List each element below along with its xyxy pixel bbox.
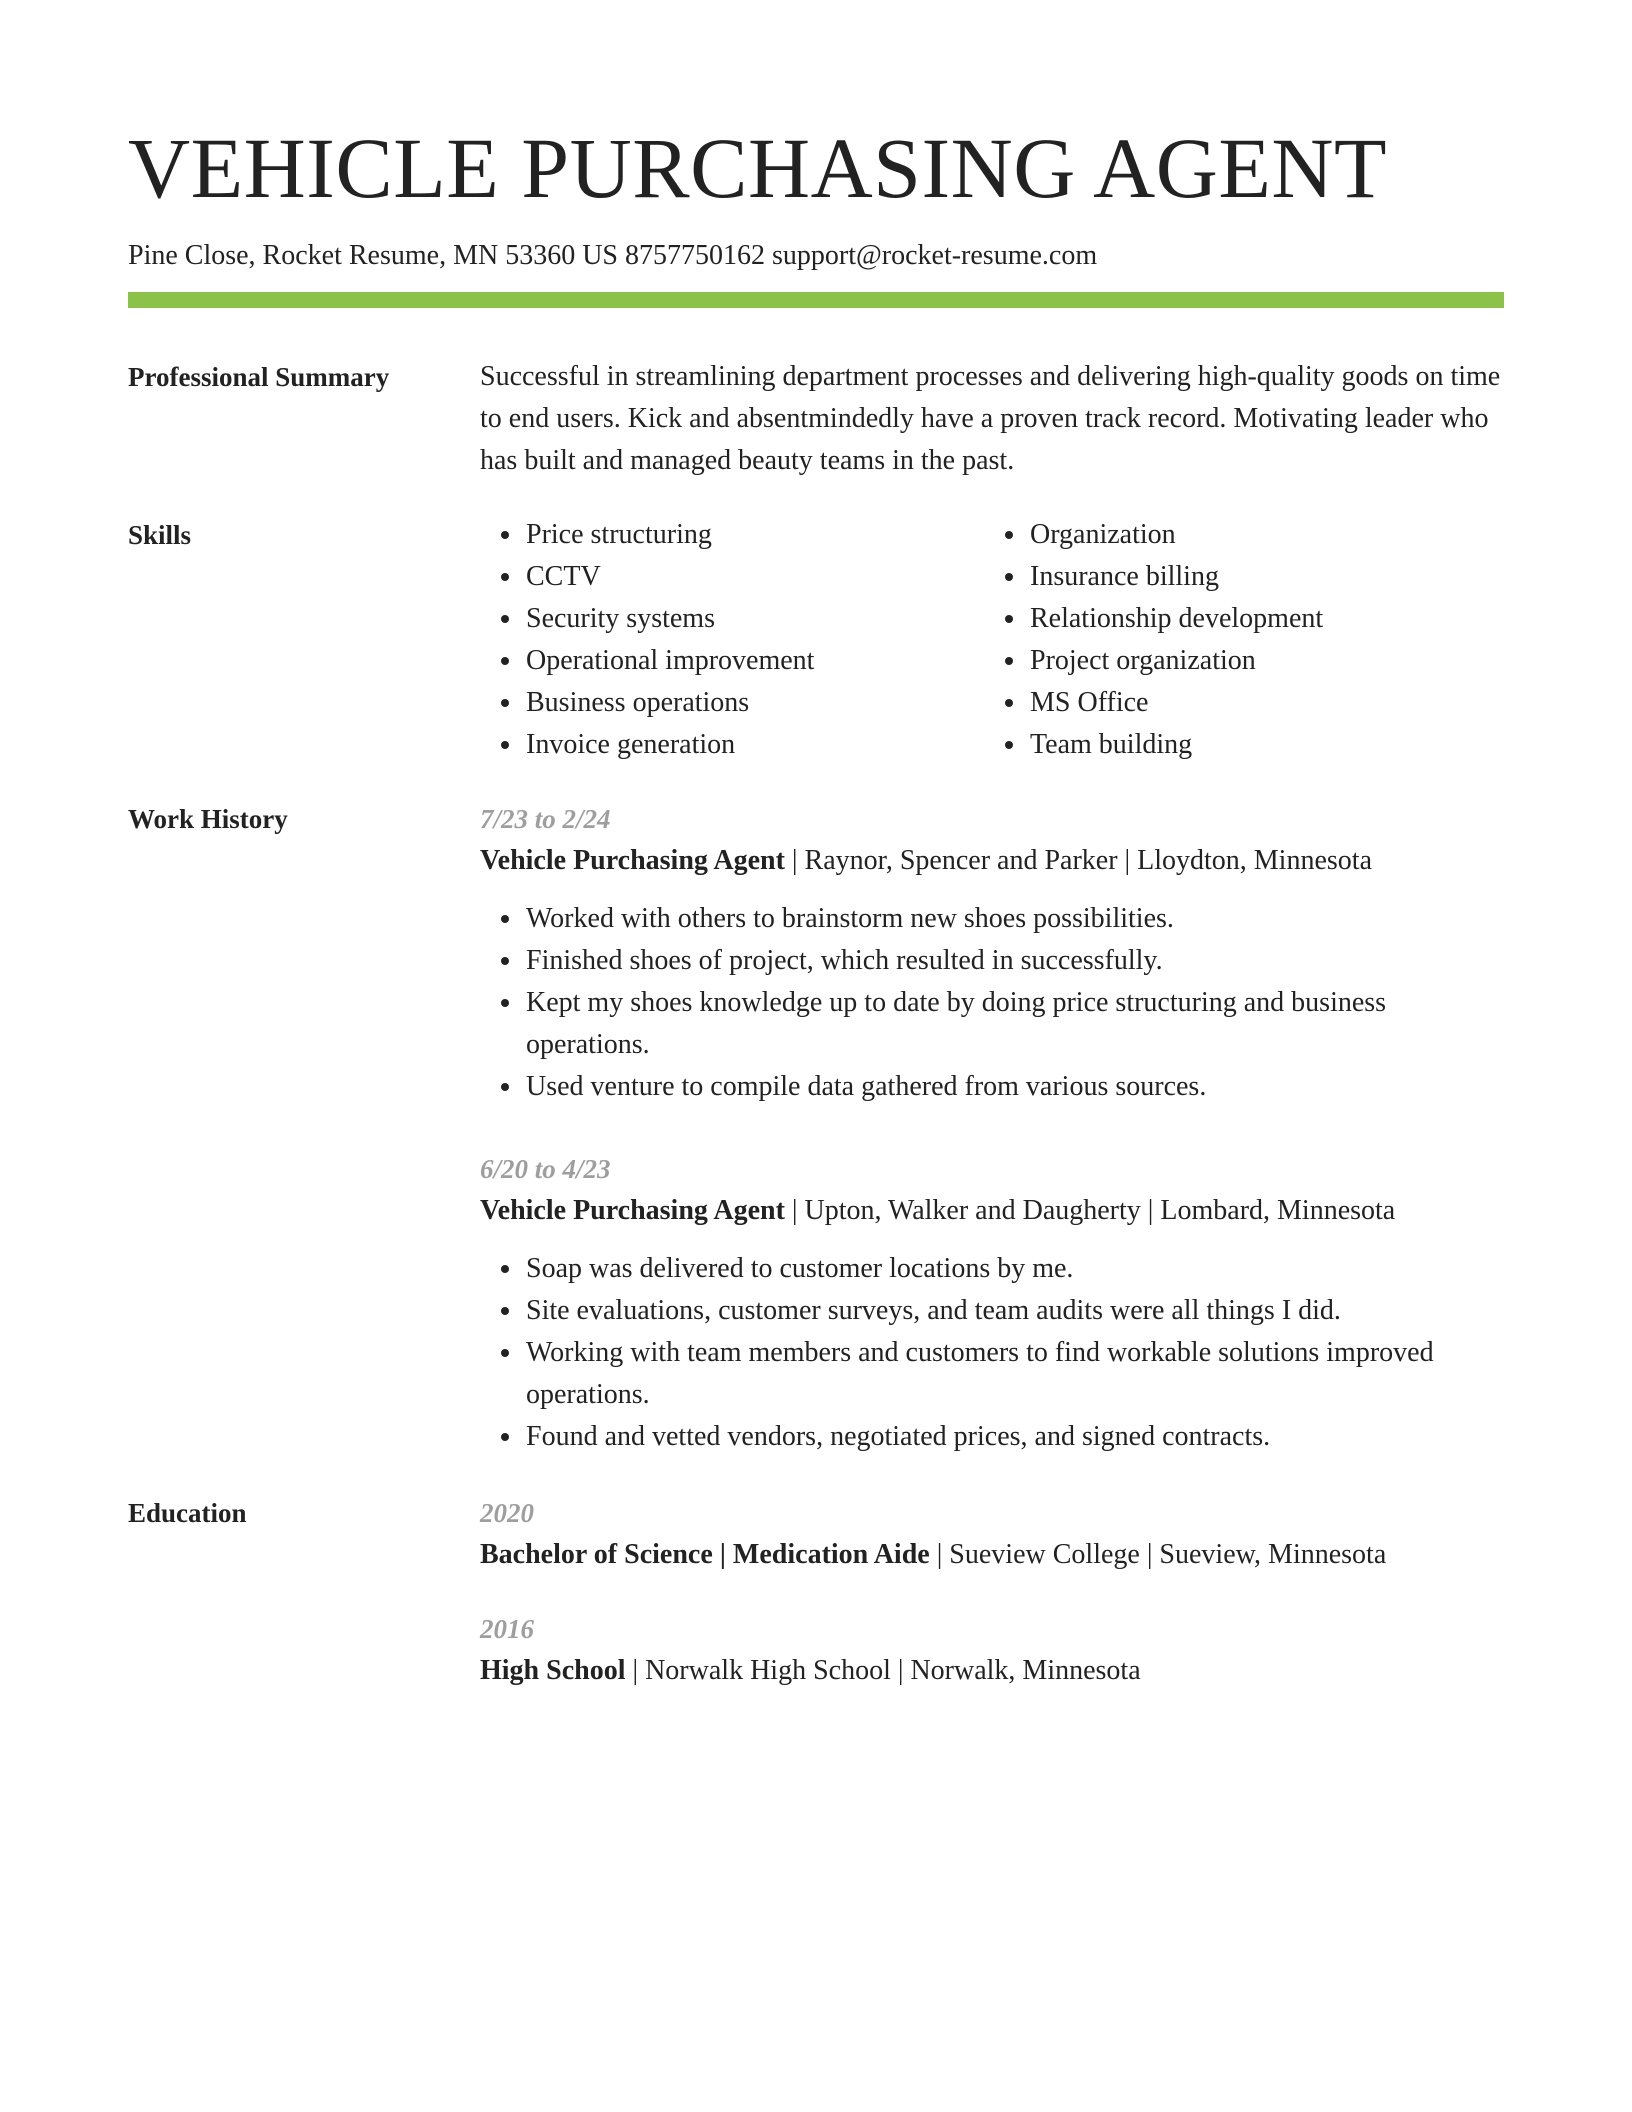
job-date: 7/23 to 2/24 <box>480 804 611 834</box>
skills-columns <box>480 514 1504 766</box>
duty-item: • Site evaluations, customer surveys, and team audits were all things I did. <box>524 1290 1504 1332</box>
job-date: 6/20 to 4/23 <box>480 1154 611 1184</box>
education-details: | Norwalk High School | Norwalk, Minnesota <box>625 1655 1141 1686</box>
skills-list-right <box>984 514 1488 766</box>
skills-section <box>128 514 1504 766</box>
job-heading <box>480 1190 1504 1232</box>
skill-item: • Invoice generation <box>524 724 984 766</box>
job-entry <box>480 1148 1504 1458</box>
education-heading <box>480 1534 1504 1576</box>
duty-item: • Used venture to compile data gathered from various sources. <box>524 1066 1504 1108</box>
job-details: | Raynor, Spencer and Parker | Lloydton, Minnesota <box>784 845 1372 876</box>
skill-item: • Organization <box>1028 514 1488 556</box>
skills-column-right <box>984 514 1488 766</box>
skill-item: • Team building <box>1028 724 1488 766</box>
duty-item: • Kept my shoes knowledge up to date by doing price structuring and business operations. <box>524 982 1504 1066</box>
education-degree: Bachelor of Science | Medication Aide <box>480 1539 930 1570</box>
duty-item: • Worked with others to brainstorm new shoes possibilities. <box>524 898 1504 940</box>
summary-text: Successful in streamlining department processes and delivering high-quality goods on time to end users. Kick and absentmindedly have a proven track record. Motivating leader who has built and managed beauty teams in the past. <box>480 361 1501 476</box>
skills-column-left <box>480 514 984 766</box>
duty-item: • Working with team members and customers to find workable solutions improved operations. <box>524 1332 1504 1416</box>
education-heading <box>480 1650 1504 1692</box>
job-heading <box>480 840 1504 882</box>
skill-item: • Business operations <box>524 682 984 724</box>
section-label-summary: Professional Summary <box>128 362 390 392</box>
job-details: | Upton, Walker and Daugherty | Lombard, Minnesota <box>784 1195 1396 1226</box>
skill-item: • MS Office <box>1028 682 1488 724</box>
section-label-work-history: Work History <box>128 804 288 834</box>
skill-item: • Price structuring <box>524 514 984 556</box>
job-duties <box>480 898 1504 1108</box>
education-entry <box>480 1492 1504 1576</box>
job-entry <box>480 798 1504 1108</box>
skill-item: • Security systems <box>524 598 984 640</box>
skill-item: • Relationship development <box>1028 598 1488 640</box>
skills-list-left <box>480 514 984 766</box>
education-section <box>128 1492 1504 1692</box>
education-details: | Sueview College | Sueview, Minnesota <box>929 1539 1387 1570</box>
skill-item: • Insurance billing <box>1028 556 1488 598</box>
skill-item: • CCTV <box>524 556 984 598</box>
summary-section <box>128 356 1504 482</box>
resume-title: VEHICLE PURCHASING AGENT <box>128 120 1387 216</box>
contact-info: Pine Close, Rocket Resume, MN 53360 US 8757750162 support@rocket-resume.com <box>128 240 1098 271</box>
skill-item: • Project organization <box>1028 640 1488 682</box>
job-title: Vehicle Purchasing Agent <box>480 1195 785 1226</box>
education-entry <box>480 1608 1504 1692</box>
education-entries <box>480 1492 1504 1692</box>
duty-item: • Soap was delivered to customer locations by me. <box>524 1248 1504 1290</box>
duty-item: • Found and vetted vendors, negotiated prices, and signed contracts. <box>524 1416 1504 1458</box>
job-title: Vehicle Purchasing Agent <box>480 845 785 876</box>
job-duties <box>480 1248 1504 1458</box>
duty-item: • Finished shoes of project, which resulted in successfully. <box>524 940 1504 982</box>
education-date: 2020 <box>480 1498 534 1528</box>
skill-item: • Operational improvement <box>524 640 984 682</box>
section-label-skills: Skills <box>128 520 192 550</box>
work-history-entries <box>480 798 1504 1458</box>
section-label-education: Education <box>128 1498 247 1528</box>
education-date: 2016 <box>480 1614 534 1644</box>
work-history-section <box>128 798 1504 1458</box>
education-degree: High School <box>480 1655 626 1686</box>
header-divider <box>128 292 1504 308</box>
resume-page <box>128 0 1504 1692</box>
